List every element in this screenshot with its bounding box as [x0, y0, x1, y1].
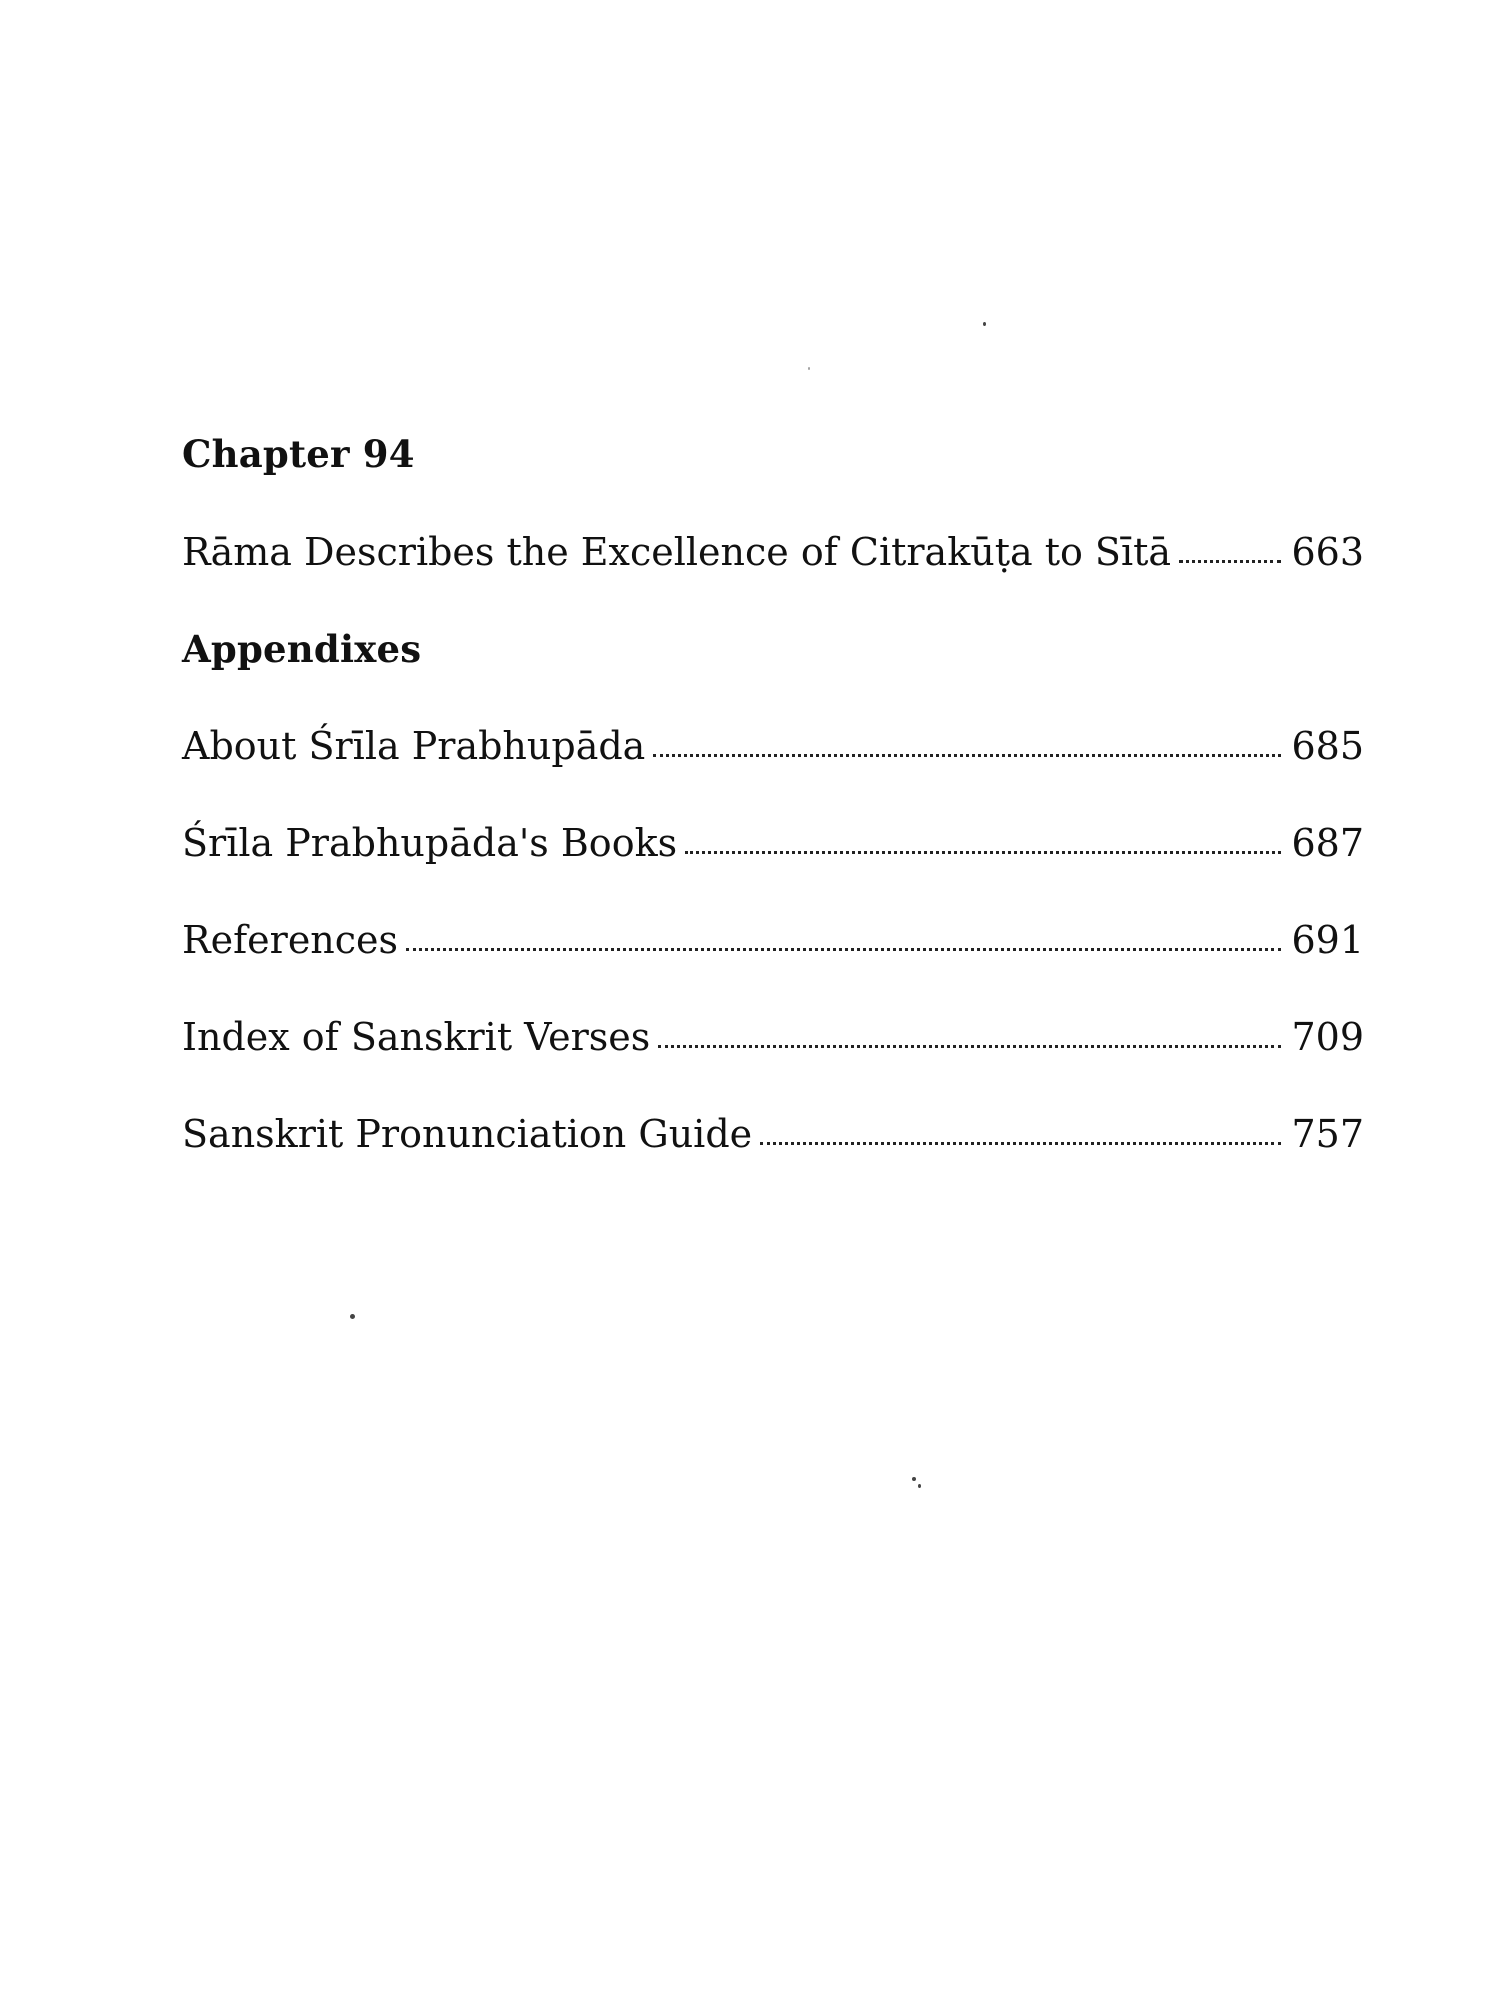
toc-entry-page: 709 [1291, 1015, 1364, 1059]
toc-entry-page: 687 [1291, 821, 1364, 865]
toc-entry-title: Sanskrit Pronunciation Guide [182, 1112, 753, 1156]
dot-leader [685, 850, 1281, 854]
toc-entry-page: 663 [1291, 530, 1364, 574]
section-heading-chapter-94: Chapter 94 [182, 432, 415, 476]
dot-leader [406, 947, 1281, 951]
toc-entry[interactable] [182, 724, 1364, 768]
toc-entry[interactable] [182, 821, 1364, 865]
scan-speck [350, 1314, 355, 1319]
toc-entry-page: 691 [1291, 918, 1364, 962]
toc-entry[interactable] [182, 1112, 1364, 1156]
toc-entry-title: References [182, 918, 399, 962]
toc-entry[interactable] [182, 530, 1364, 574]
scan-speck [918, 1484, 921, 1488]
toc-entry-page: 685 [1291, 724, 1364, 768]
toc-entry-title: Śrīla Prabhupāda's Books [182, 821, 678, 865]
toc-entry-title: Index of Sanskrit Verses [182, 1015, 651, 1059]
dot-leader [653, 753, 1281, 757]
dot-leader [1179, 559, 1281, 563]
toc-entry-page: 757 [1291, 1112, 1364, 1156]
toc-entry-title: About Śrīla Prabhupāda [182, 724, 646, 768]
toc-entry[interactable] [182, 1015, 1364, 1059]
dot-leader [760, 1141, 1281, 1145]
dot-leader [658, 1044, 1281, 1048]
toc-entry[interactable] [182, 918, 1364, 962]
section-heading-appendixes: Appendixes [182, 627, 422, 671]
scan-speck [808, 367, 810, 370]
scan-speck [912, 1477, 916, 1481]
toc-entry-title: Rāma Describes the Excellence of Citrakūṭa to Sītā [182, 530, 1172, 574]
scan-speck [983, 322, 986, 326]
